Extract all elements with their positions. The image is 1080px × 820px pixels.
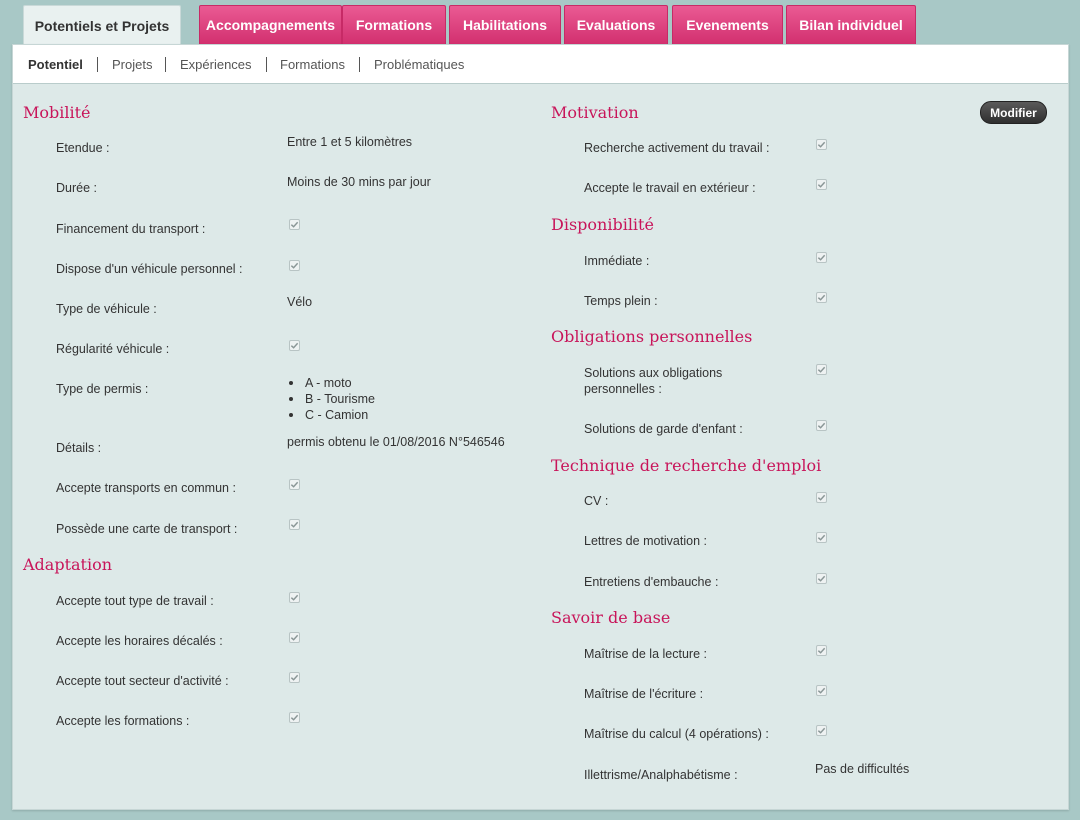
checkmark-icon — [290, 261, 299, 270]
label-regularite-vehicule: Régularité véhicule : — [56, 342, 170, 356]
label-details: Détails : — [56, 441, 102, 455]
checkmark-icon — [817, 253, 826, 262]
checkmark-icon — [817, 533, 826, 542]
label-immediate: Immédiate : — [584, 254, 650, 268]
label-travail-exterieur: Accepte le travail en extérieur : — [584, 181, 756, 195]
checkbox-financement-transport[interactable] — [289, 219, 300, 230]
label-horaires-decales: Accepte les horaires décalés : — [56, 634, 223, 648]
subnav-separator — [165, 57, 166, 72]
checkmark-icon — [817, 726, 826, 735]
subnav-experiences[interactable]: Expériences — [180, 57, 252, 72]
tab-evaluations[interactable]: Evaluations — [564, 5, 668, 44]
checkbox-carte-transport[interactable] — [289, 519, 300, 530]
label-accepte-formations: Accepte les formations : — [56, 714, 190, 728]
checkmark-icon — [290, 633, 299, 642]
label-temps-plein: Temps plein : — [584, 294, 658, 308]
label-etendue: Etendue : — [56, 141, 110, 155]
checkmark-icon — [817, 686, 826, 695]
tab-habilitations[interactable]: Habilitations — [449, 5, 561, 44]
label-garde-enfant: Solutions de garde d'enfant : — [584, 422, 743, 436]
value-details: permis obtenu le 01/08/2016 N°546546 — [287, 435, 505, 449]
tab-formations[interactable]: Formations — [342, 5, 446, 44]
subnav-separator — [359, 57, 360, 72]
list-item: C - Camion — [287, 407, 375, 423]
label-financement-transport: Financement du transport : — [56, 222, 206, 236]
checkmark-icon — [290, 220, 299, 229]
checkmark-icon — [817, 646, 826, 655]
value-etendue: Entre 1 et 5 kilomètres — [287, 135, 413, 149]
checkmark-icon — [817, 421, 826, 430]
checkbox-secteur-activite[interactable] — [289, 672, 300, 683]
checkbox-garde-enfant[interactable] — [816, 420, 827, 431]
checkmark-icon — [817, 140, 826, 149]
subnav-separator — [97, 57, 98, 72]
list-item: B - Tourisme — [287, 391, 375, 407]
checkbox-immediate[interactable] — [816, 252, 827, 263]
checkbox-regularite-vehicule[interactable] — [289, 340, 300, 351]
checkbox-temps-plein[interactable] — [816, 292, 827, 303]
checkmark-icon — [290, 520, 299, 529]
tab-potentiels-projets[interactable]: Potentiels et Projets — [23, 5, 181, 45]
label-calcul: Maîtrise du calcul (4 opérations) : — [584, 727, 769, 741]
checkmark-icon — [817, 180, 826, 189]
checkmark-icon — [817, 574, 826, 583]
sub-navigation — [13, 45, 1068, 84]
value-duree: Moins de 30 mins par jour — [287, 175, 431, 189]
value-illettrisme: Pas de difficultés — [815, 762, 910, 776]
section-title-disponibilite: Disponibilité — [551, 215, 654, 234]
checkbox-accepte-formations[interactable] — [289, 712, 300, 723]
checkmark-icon — [817, 365, 826, 374]
section-title-motivation: Motivation — [551, 103, 639, 122]
section-title-obligations: Obligations personnelles — [551, 327, 753, 346]
tab-evenements[interactable]: Evenements — [672, 5, 783, 44]
label-solutions-obligations — [584, 365, 722, 397]
checkbox-type-travail[interactable] — [289, 592, 300, 603]
section-title-technique: Technique de recherche d'emploi — [551, 456, 822, 475]
tab-accompagnements[interactable]: Accompagnements — [199, 5, 342, 44]
label-transports-commun: Accepte transports en commun : — [56, 481, 236, 495]
label-illettrisme: Illettrisme/Analphabétisme : — [584, 768, 738, 782]
checkbox-transports-commun[interactable] — [289, 479, 300, 490]
checkbox-calcul[interactable] — [816, 725, 827, 736]
tab-bilan-individuel[interactable]: Bilan individuel — [786, 5, 916, 44]
subnav-projets[interactable]: Projets — [112, 57, 153, 72]
checkmark-icon — [290, 673, 299, 682]
checkbox-travail-exterieur[interactable] — [816, 179, 827, 190]
label-cv: CV : — [584, 494, 609, 508]
list-item: A - moto — [287, 375, 375, 391]
label-type-permis: Type de permis : — [56, 382, 149, 396]
label-type-travail: Accepte tout type de travail : — [56, 594, 214, 608]
subnav-potentiel[interactable]: Potentiel — [28, 57, 83, 72]
label-vehicule-personnel: Dispose d'un véhicule personnel : — [56, 262, 243, 276]
label-line: Solutions aux obligations — [584, 366, 723, 380]
permis-list — [287, 375, 375, 423]
checkbox-entretiens-embauche[interactable] — [816, 573, 827, 584]
checkbox-cv[interactable] — [816, 492, 827, 503]
checkbox-lettres-motivation[interactable] — [816, 532, 827, 543]
checkmark-icon — [290, 593, 299, 602]
label-lettres-motivation: Lettres de motivation : — [584, 534, 707, 548]
subnav-formations[interactable]: Formations — [280, 57, 346, 72]
value-type-vehicule: Vélo — [287, 295, 313, 309]
label-entretiens-embauche: Entretiens d'embauche : — [584, 575, 719, 589]
checkbox-solutions-obligations[interactable] — [816, 364, 827, 375]
checkmark-icon — [290, 480, 299, 489]
modifier-button[interactable]: Modifier — [980, 101, 1047, 124]
checkbox-vehicule-personnel[interactable] — [289, 260, 300, 271]
checkmark-icon — [290, 713, 299, 722]
label-type-vehicule: Type de véhicule : — [56, 302, 157, 316]
checkbox-recherche-travail[interactable] — [816, 139, 827, 150]
checkmark-icon — [817, 493, 826, 502]
section-title-savoir-base: Savoir de base — [551, 608, 671, 627]
subnav-problematiques[interactable]: Problématiques — [374, 57, 465, 72]
label-carte-transport: Possède une carte de transport : — [56, 522, 238, 536]
section-title-mobilite: Mobilité — [23, 103, 91, 122]
checkbox-ecriture[interactable] — [816, 685, 827, 696]
checkmark-icon — [290, 341, 299, 350]
section-title-adaptation: Adaptation — [23, 555, 113, 574]
label-secteur-activite: Accepte tout secteur d'activité : — [56, 674, 229, 688]
label-recherche-travail: Recherche activement du travail : — [584, 141, 770, 155]
checkmark-icon — [817, 293, 826, 302]
label-duree: Durée : — [56, 181, 97, 195]
content-panel — [12, 44, 1069, 810]
label-ecriture: Maîtrise de l'écriture : — [584, 687, 704, 701]
label-line: personnelles : — [584, 382, 662, 396]
checkbox-horaires-decales[interactable] — [289, 632, 300, 643]
subnav-separator — [266, 57, 267, 72]
label-lecture: Maîtrise de la lecture : — [584, 647, 707, 661]
checkbox-lecture[interactable] — [816, 645, 827, 656]
